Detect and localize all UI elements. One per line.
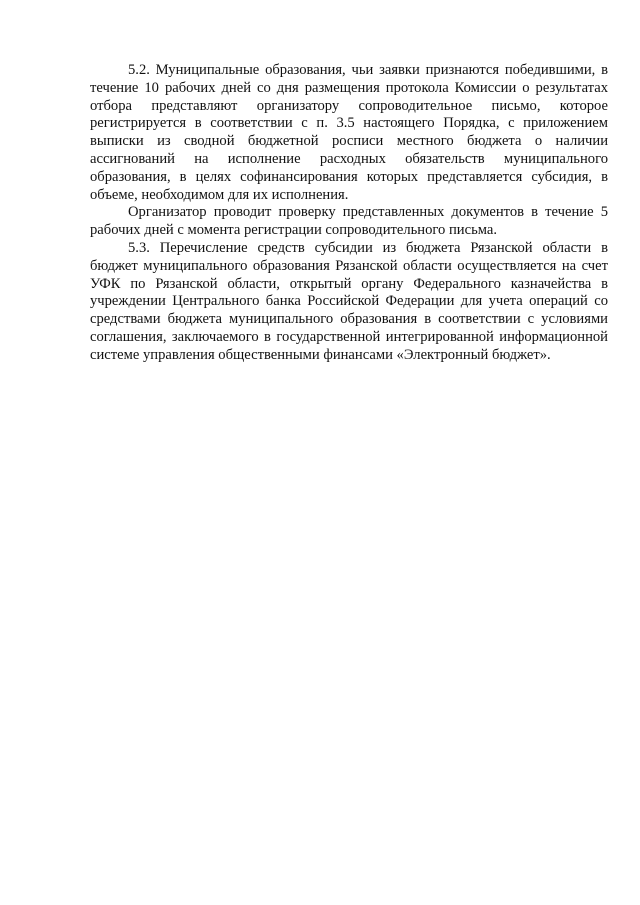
document-page <box>90 62 608 365</box>
paragraph-organizer-check: Организатор проводит проверку представленных документов в течение 5 рабочих дней с момента регистрации сопроводительного письма. <box>90 204 608 239</box>
paragraph-5-3: 5.3. Перечисление средств субсидии из бюджета Рязанской области в бюджет муниципального образования Рязанской области осуществляется на счет УФК по Рязанской области, открытый органу Федерального казначейства в учреждении Центрального банка Российской Федерации для учета операций со средствами бюджета муниципального образования в соответствии с условиями соглашения, заключаемого в государственной интегрированной информационной системе управления общественными финансами «Электронный бюджет». <box>90 239 608 363</box>
paragraph-5-2: 5.2. Муниципальные образования, чьи заявки признаются победившими, в течение 10 рабочих дней со дня размещения протокола Комиссии о результатах отбора представляют организатору сопроводительное письмо, которое регистрируется в соответствии с п. 3.5 настоящего Порядка, с приложением выписки из сводной бюджетной росписи местного бюджета о наличии ассигнований на исполнение расходных обязательств муниципального образования, в целях софинансирования которых представляется субсидия, в объеме, необходимом для их исполнения. <box>90 62 608 203</box>
